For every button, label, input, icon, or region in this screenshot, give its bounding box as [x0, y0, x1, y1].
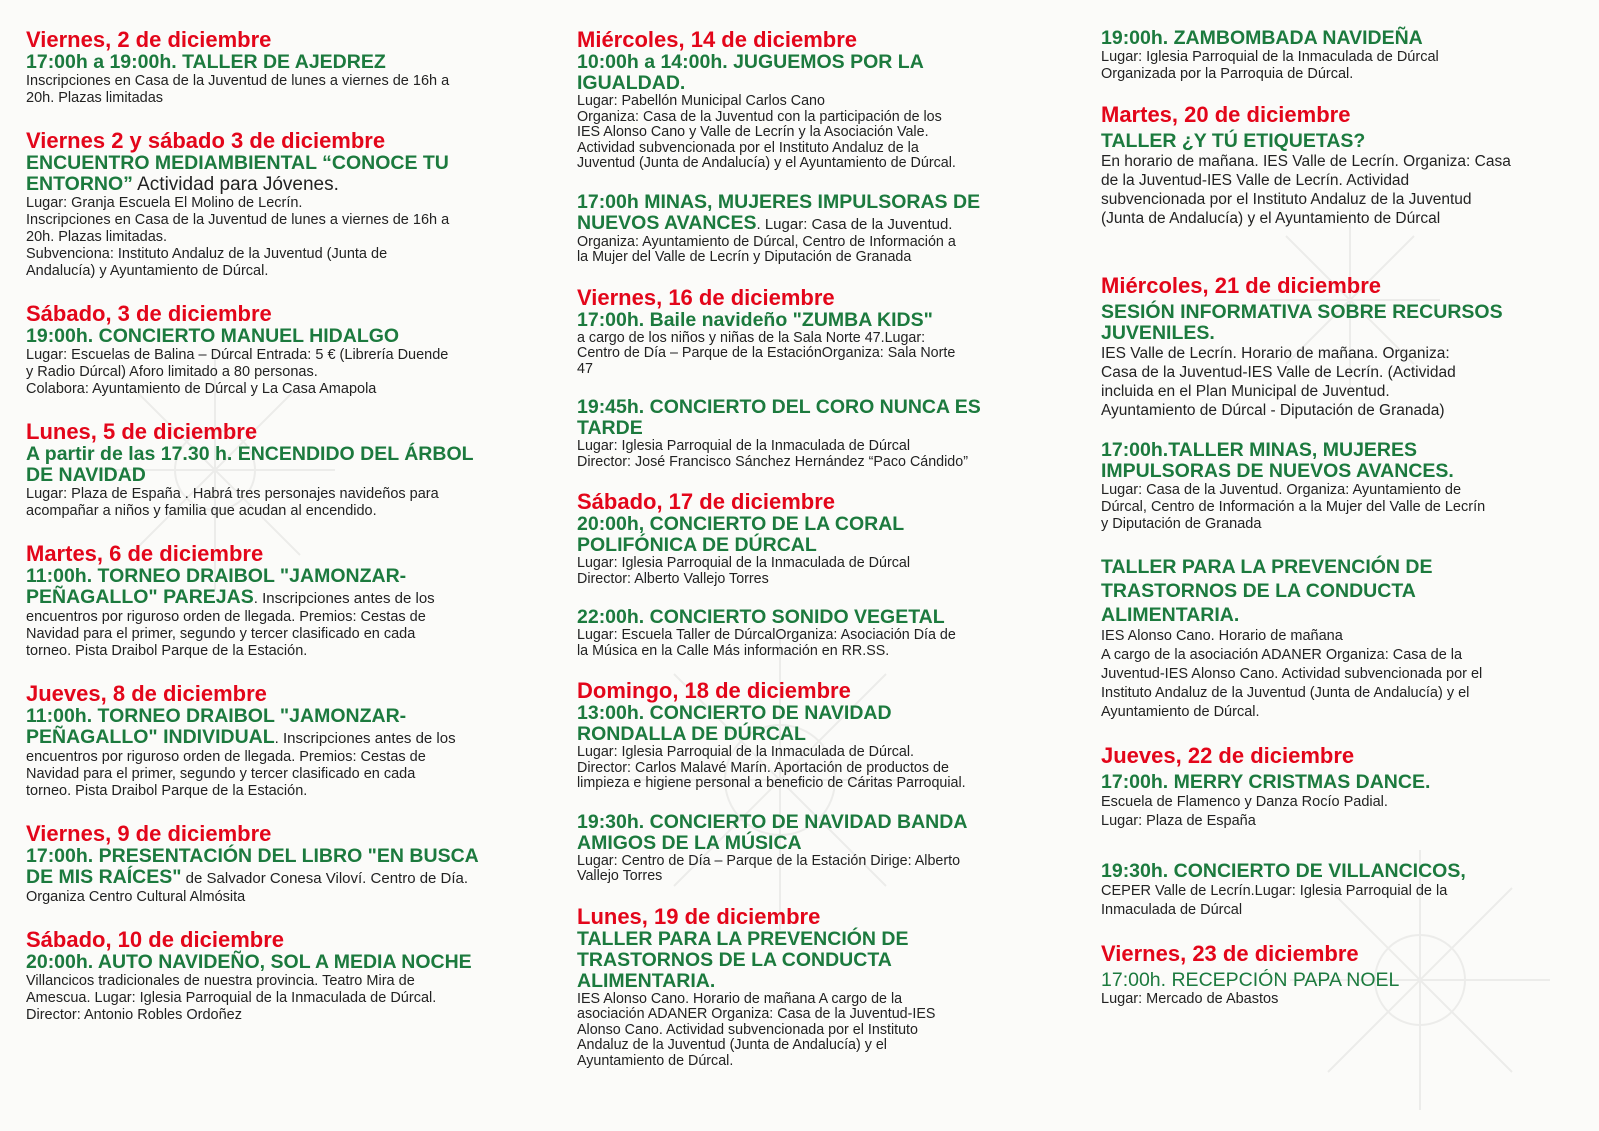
event-desc: IES Alonso Cano. Horario de mañana A cargo de la — [577, 990, 903, 1007]
event-desc: Director: Alberto Vallejo Torres — [577, 570, 769, 587]
event-zambombada — [1101, 28, 1571, 83]
event-desc: subvencionada por el Instituto Andaluz de la Juventud — [1101, 191, 1472, 208]
event-desc: Organiza Centro Cultural Almósita — [26, 889, 246, 905]
event-day: Domingo, 18 de diciembre — [577, 678, 851, 703]
event-dec-20 — [1101, 103, 1571, 228]
event-title-extra: Actividad para Jóvenes. — [132, 174, 339, 195]
event-title: A partir de las 17.30 h. ENCENDIDO DEL ÁRBOL — [26, 443, 474, 465]
event-day: Viernes, 16 de diciembre — [577, 284, 835, 310]
event-desc: Lugar: Centro de Día – Parque de la Estación Dirige: Alberto — [577, 852, 961, 869]
event-dec-2-3 — [26, 129, 536, 280]
column-3 — [1101, 28, 1571, 1030]
event-title: PEÑAGALLO" INDIVIDUAL — [26, 726, 275, 748]
event-sonido-vegetal — [577, 607, 1067, 659]
event-dec-2 — [26, 28, 536, 107]
event-title: 17:00h. Baile navideño "ZUMBA KIDS" — [577, 308, 933, 331]
event-dec-19 — [577, 905, 1067, 1070]
event-day: Jueves, 8 de diciembre — [26, 681, 267, 706]
event-desc: Inscripciones en Casa de la Juventud de lunes a viernes de 16h a — [26, 73, 450, 89]
event-title: 17:00h. RECEPCIÓN PAPA NOEL — [1101, 969, 1400, 991]
event-title: 10:00h a 14:00h. JUGUEMOS POR LA — [577, 51, 924, 73]
event-title: ALIMENTARIA. — [1101, 604, 1240, 626]
event-desc: Dúrcal, Centro de Información a la Mujer del Valle de Lecrín — [1101, 499, 1486, 515]
event-day: Jueves, 22 de diciembre — [1101, 743, 1355, 768]
event-title: ENTORNO” — [26, 173, 133, 195]
event-desc: Ayuntamiento de Dúrcal - Diputación de Granada) — [1101, 402, 1445, 419]
event-day: Sábado, 3 de diciembre — [26, 301, 272, 326]
event-desc: encuentros por riguroso orden de llegada. Premios: Cestas de — [26, 749, 426, 765]
event-title: 13:00h. CONCIERTO DE NAVIDAD — [577, 702, 892, 724]
event-desc: 20h. Plazas limitadas — [26, 90, 164, 106]
event-day: Viernes 2 y sábado 3 de diciembre — [26, 128, 386, 153]
event-desc: a cargo de los niños y niñas de la Sala Norte 47.Lugar: — [577, 329, 926, 346]
event-desc: Actividad subvencionada por el Instituto Andaluz de la — [577, 139, 919, 156]
event-desc: de la Juventud-IES Valle de Lecrín. Actividad — [1101, 172, 1410, 189]
event-desc: Director: Carlos Malavé Marín. Aportación de productos de — [577, 759, 949, 776]
event-title: DE MIS RAÍCES" — [26, 866, 182, 888]
event-desc: limpieza e higiene personal a beneficio de Cáritas Parroquial. — [577, 775, 966, 791]
event-title: TRASTORNOS DE LA CONDUCTA — [1101, 580, 1416, 602]
event-day: Viernes, 9 de diciembre — [26, 821, 272, 846]
event-dec-8 — [26, 682, 536, 800]
event-desc: Andalucía) y Ayuntamiento de Dúrcal. — [26, 263, 269, 279]
event-desc: IES Alonso Cano y Valle de Lecrín y la Asociación Vale. — [577, 124, 929, 140]
event-title: 20:00h, CONCIERTO DE LA CORAL — [577, 513, 905, 535]
event-desc: Organiza: Ayuntamiento de Dúrcal, Centro de Información a — [577, 233, 956, 250]
event-title: POLIFÓNICA DE DÚRCAL — [577, 534, 817, 556]
event-day: Viernes, 2 de diciembre — [26, 27, 272, 52]
event-title: 11:00h. TORNEO DRAIBOL "JAMONZAR- — [26, 705, 407, 727]
event-desc: Juventud (Junta de Andalucía) y el Ayuntamiento de Dúrcal. — [577, 155, 956, 171]
event-desc: Villancicos tradicionales de nuestra provincia. Teatro Mira de — [26, 973, 415, 989]
event-desc: Inscripciones en Casa de la Juventud de lunes a viernes de 16h a — [26, 212, 450, 228]
event-title: SESIÓN INFORMATIVA SOBRE RECURSOS — [1101, 301, 1503, 323]
event-desc: 20h. Plazas limitadas. — [26, 229, 168, 245]
event-title: 17:00h a 19:00h. TALLER DE AJEDREZ — [26, 51, 386, 73]
event-desc: Navidad para el primer, segundo y tercer clasificado en cada — [26, 626, 416, 642]
event-desc: Instituto Andaluz de la Juventud (Junta de Andalucía) y el — [1101, 685, 1470, 701]
event-desc: Lugar: Casa de la Juventud. Organiza: Ayuntamiento de — [1101, 482, 1462, 498]
event-desc: Ayuntamiento de Dúrcal. — [1101, 704, 1260, 720]
event-banda — [577, 812, 1067, 885]
event-title: TARDE — [577, 417, 643, 439]
event-title: ALIMENTARIA. — [577, 969, 716, 992]
event-desc: Lugar: Iglesia Parroquial de la Inmaculada de Dúrcal — [1101, 49, 1439, 65]
event-desc: Ayuntamiento de Dúrcal. — [577, 1052, 734, 1069]
event-desc: IES Alonso Cano. Horario de mañana — [1101, 628, 1343, 644]
column-1 — [26, 28, 536, 1046]
event-dec-14 — [577, 28, 1067, 172]
event-desc: Lugar: Plaza de España — [1101, 813, 1256, 829]
event-dec-16 — [577, 286, 1067, 378]
event-title: 19:45h. CONCIERTO DEL CORO NUNCA ES — [577, 396, 981, 418]
event-title: 19:30h. CONCIERTO DE VILLANCICOS, — [1101, 860, 1466, 882]
event-taller-prevencion — [1101, 555, 1571, 722]
event-title: 17:00h MINAS, MUJERES IMPULSORAS DE — [577, 190, 981, 213]
event-title: 19:00h. CONCIERTO MANUEL HIDALGO — [26, 325, 400, 347]
event-dec-21 — [1101, 274, 1571, 420]
event-title: RONDALLA DE DÚRCAL — [577, 723, 806, 745]
event-day: Sábado, 10 de diciembre — [26, 927, 284, 952]
event-desc: Lugar: Iglesia Parroquial de la Inmaculada de Dúrcal — [577, 555, 910, 571]
event-desc: Navidad para el primer, segundo y tercer clasificado en cada — [26, 766, 416, 782]
event-title: PEÑAGALLO" PAREJAS — [26, 586, 254, 608]
event-title: IMPULSORAS DE NUEVOS AVANCES. — [1101, 460, 1454, 482]
event-desc: Organizada por la Parroquia de Dúrcal. — [1101, 66, 1354, 82]
event-dec-22 — [1101, 744, 1571, 831]
event-dec-18 — [577, 679, 1067, 792]
event-dec-6 — [26, 542, 536, 660]
event-day: Miércoles, 21 de diciembre — [1101, 273, 1382, 298]
event-villancicos — [1101, 861, 1571, 920]
event-day: Lunes, 19 de diciembre — [577, 903, 821, 929]
event-title: 22:00h. CONCIERTO SONIDO VEGETAL — [577, 606, 945, 628]
event-dec-23 — [1101, 942, 1571, 1008]
event-desc: Casa de la Juventud-IES Valle de Lecrín. (Actividad — [1101, 364, 1456, 381]
event-desc: Lugar: Iglesia Parroquial de la Inmaculada de Dúrcal — [577, 438, 910, 454]
event-desc: Inmaculada de Dúrcal — [1101, 902, 1243, 918]
event-title: TALLER ¿Y TÚ ETIQUETAS? — [1101, 130, 1366, 152]
column-2 — [577, 28, 1067, 1089]
event-day: Lunes, 5 de diciembre — [26, 419, 258, 444]
event-title: IGUALDAD. — [577, 72, 686, 94]
event-desc: En horario de mañana. IES Valle de Lecrín. Organiza: Casa — [1101, 153, 1511, 170]
event-desc: Lugar: Pabellón Municipal Carlos Cano — [577, 93, 825, 109]
event-day: Martes, 20 de diciembre — [1101, 102, 1351, 127]
event-title: TRASTORNOS DE LA CONDUCTA — [577, 948, 892, 971]
event-dec-9 — [26, 822, 536, 906]
event-title-extra: . Lugar: Casa de la Juventud. — [756, 215, 953, 233]
event-desc: Vallejo Torres — [577, 868, 663, 884]
event-title-extra: de Salvador Conesa Viloví. Centro de Día. — [181, 870, 469, 887]
event-desc: A cargo de la asociación ADANER Organiza: Casa de la — [1101, 647, 1463, 663]
event-title: 17:00h.TALLER MINAS, MUJERES — [1101, 439, 1418, 461]
event-day: Viernes, 23 de diciembre — [1101, 941, 1359, 966]
event-desc: Lugar: Plaza de España . Habrá tres personajes navideños para — [26, 486, 439, 502]
event-desc: Lugar: Escuelas de Balina – Dúrcal Entrada: 5 € (Librería Duende — [26, 347, 449, 363]
event-dec-3 — [26, 302, 536, 398]
event-title: TALLER PARA LA PREVENCIÓN DE — [1101, 556, 1433, 578]
event-desc: Colabora: Ayuntamiento de Dúrcal y La Casa Amapola — [26, 381, 377, 397]
event-title: 17:00h. PRESENTACIÓN DEL LIBRO "EN BUSCA — [26, 845, 479, 867]
event-desc: CEPER Valle de Lecrín.Lugar: Iglesia Parroquial de la — [1101, 883, 1448, 899]
event-title: 11:00h. TORNEO DRAIBOL "JAMONZAR- — [26, 565, 407, 587]
event-desc: incluida en el Plan Municipal de Juventud. — [1101, 383, 1390, 400]
event-day: Sábado, 17 de diciembre — [577, 489, 835, 514]
event-desc: torneo. Pista Draibol Parque de la Estación. — [26, 643, 308, 659]
event-title: 20:00h. AUTO NAVIDEÑO, SOL A MEDIA NOCHE — [26, 951, 472, 973]
event-desc: torneo. Pista Draibol Parque de la Estación. — [26, 783, 308, 799]
event-title: 19:30h. CONCIERTO DE NAVIDAD BANDA — [577, 810, 968, 833]
event-title-extra: . Inscripciones antes de los — [274, 730, 456, 747]
event-title: JUVENILES. — [1101, 322, 1215, 344]
event-desc: Lugar: Escuela Taller de DúrcalOrganiza: Asociación Día de — [577, 627, 956, 643]
event-title: NUEVOS AVANCES — [577, 211, 757, 234]
event-desc: Lugar: Mercado de Abastos — [1101, 991, 1279, 1007]
event-desc: (Junta de Andalucía) y el Ayuntamiento de Dúrcal — [1101, 210, 1441, 227]
event-title: 19:00h. ZAMBOMBADA NAVIDEÑA — [1101, 27, 1423, 49]
event-desc: Director: Antonio Robles Ordoñez — [26, 1007, 242, 1023]
event-day: Miércoles, 14 de diciembre — [577, 27, 858, 52]
event-desc: Director: José Francisco Sánchez Hernández “Paco Cándido” — [577, 453, 968, 470]
event-dec-10 — [26, 928, 536, 1024]
event-title: ENCUENTRO MEDIAMBIENTAL “CONOCE TU — [26, 152, 449, 174]
event-desc: y Diputación de Granada — [1101, 516, 1262, 532]
event-coro — [577, 397, 1067, 470]
event-desc: Lugar: Iglesia Parroquial de la Inmaculada de Dúrcal. — [577, 744, 914, 760]
event-dec-17 — [577, 490, 1067, 587]
event-desc: Escuela de Flamenco y Danza Rocío Padial. — [1101, 794, 1388, 810]
event-minas — [577, 192, 1067, 266]
event-desc: Lugar: Granja Escuela El Molino de Lecrín. — [26, 195, 303, 211]
event-day: Martes, 6 de diciembre — [26, 541, 264, 566]
event-title-extra: . Inscripciones antes de los — [253, 590, 435, 607]
event-desc: Amescua. Lugar: Iglesia Parroquial de la Inmaculada de Dúrcal. — [26, 990, 437, 1006]
event-title: 17:00h. MERRY CRISTMAS DANCE. — [1101, 771, 1431, 793]
event-desc: asociación ADANER Organiza: Casa de la Juventud-IES — [577, 1006, 936, 1022]
event-desc: y Radio Dúrcal) Aforo limitado a 80 personas. — [26, 364, 318, 380]
event-desc: Alonso Cano. Actividad subvencionada por el Instituto — [577, 1021, 918, 1038]
event-desc: 47 — [577, 360, 593, 377]
event-desc: Subvenciona: Instituto Andaluz de la Juventud (Junta de — [26, 246, 388, 262]
event-desc: Centro de Día – Parque de la EstaciónOrganiza: Sala Norte — [577, 345, 956, 361]
event-title: TALLER PARA LA PREVENCIÓN DE — [577, 927, 909, 950]
event-title: DE NAVIDAD — [26, 464, 146, 486]
event-desc: Andaluz de la Juventud (Junta de Andalucía) y el — [577, 1037, 887, 1053]
event-desc: Organiza: Casa de la Juventud con la participación de los — [577, 108, 942, 125]
event-desc: Juventud-IES Alonso Cano. Actividad subvencionada por el — [1101, 666, 1483, 682]
event-desc: IES Valle de Lecrín. Horario de mañana. Organiza: — [1101, 345, 1450, 362]
event-taller-minas — [1101, 440, 1571, 533]
event-desc: acompañar a niños y familia que acudan al encendido. — [26, 503, 377, 519]
event-title: AMIGOS DE LA MÚSICA — [577, 831, 802, 854]
event-desc: encuentros por riguroso orden de llegada. Premios: Cestas de — [26, 609, 426, 625]
event-desc: la Mujer del Valle de Lecrín y Diputación de Granada — [577, 249, 912, 265]
event-dec-5 — [26, 420, 536, 520]
event-desc: la Música en la Calle Más información en RR.SS. — [577, 642, 890, 659]
